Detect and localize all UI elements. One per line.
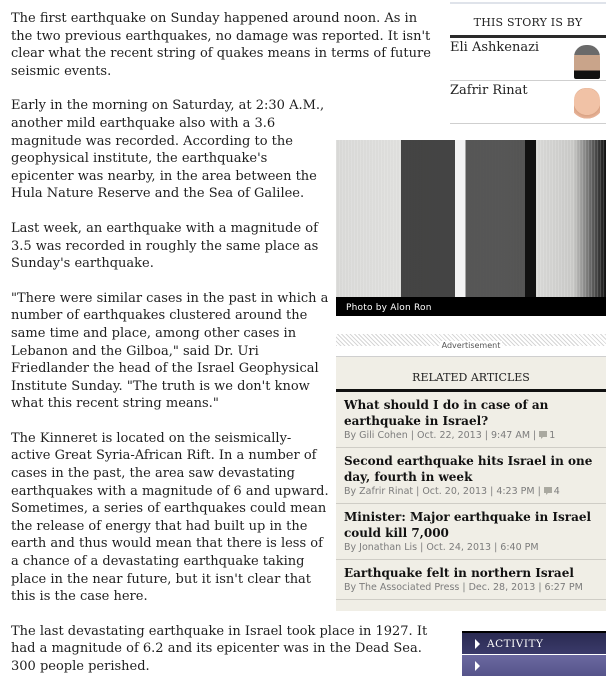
article-paragraph: The first earthquake on Sunday happened around noon. As in the two previous earthquakes, no damage was reported. It isn't clear what the recent string of quakes means in terms of future seismic events. — [11, 11, 431, 79]
comment-icon[interactable] — [544, 487, 552, 493]
article-paragraph: Last week, an earthquake with a magnitude of 3.5 was recorded in roughly the same place as Sunday's earthquake. — [11, 220, 319, 272]
related-date: Oct. 22, 2013 — [417, 430, 482, 441]
related-meta: By The Associated Press | Dec. 28, 2013 | 6:27 PM — [344, 582, 583, 593]
story-by-box — [450, 0, 606, 124]
related-meta: By Gili Cohen | Oct. 22, 2013 | 9:47 AM | 1 — [344, 430, 556, 441]
advertisement-label — [336, 334, 606, 350]
related-title-link[interactable]: Second earthquake hits Israel in one day, fourth in week — [344, 454, 593, 484]
related-title-link[interactable]: What should I do in case of an earthquake in Israel? — [344, 398, 549, 428]
related-time: 6:27 PM — [544, 582, 583, 593]
activity-tab-secondary[interactable] — [462, 654, 606, 676]
related-item[interactable] — [336, 560, 606, 600]
seismograph-image — [336, 140, 606, 297]
article-paragraph: The last devastating earthquake in Israel took place in 1927. It had a magnitude of 6.2 and its epicenter was in the Dead Sea. 300 people perished. — [11, 623, 428, 674]
related-title-link[interactable]: Minister: Major earthquake in Israel could kill 7,000 — [344, 510, 592, 540]
related-meta: By Zafrir Rinat | Oct. 20, 2013 | 4:23 PM | 4 — [344, 486, 560, 497]
activity-tab[interactable] — [462, 631, 606, 654]
author-avatar[interactable] — [574, 45, 600, 79]
related-date: Dec. 28, 2013 — [468, 582, 536, 593]
triangle-right-icon — [475, 639, 480, 649]
advertisement-text: Advertisement — [441, 341, 501, 350]
photo-caption: Photo by Alon Ron — [346, 303, 432, 313]
related-date: Oct. 24, 2013 — [426, 542, 492, 553]
activity-label: ACTIVITY — [487, 637, 544, 650]
related-articles — [336, 356, 606, 611]
article-paragraph: Early in the morning on Saturday, at 2:30 A.M., another mild earthquake also with a 3.6 magnitude was recorded. According to the geophysical institute, the earthquake's epicenter was nearby, in the area between the Hula Nature Reserve and the Sea of Galilee. — [11, 98, 325, 202]
author-name[interactable]: Eli Ashkenazi — [450, 40, 540, 55]
related-title-link[interactable]: Earthquake felt in northern Israel — [344, 566, 574, 580]
author-name[interactable]: Zafrir Rinat — [450, 83, 528, 98]
author-zafrir-rinat[interactable] — [450, 81, 606, 124]
comment-count[interactable]: 4 — [553, 486, 560, 497]
author-eli-ashkenazi[interactable] — [450, 38, 606, 81]
related-time: 9:47 AM — [490, 430, 531, 441]
author-avatar[interactable] — [574, 88, 600, 122]
related-date: Oct. 20, 2013 — [422, 486, 488, 497]
related-heading: RELATED ARTICLES — [336, 357, 606, 392]
story-by-heading: THIS STORY IS BY — [450, 16, 606, 38]
triangle-right-icon — [475, 661, 480, 671]
article-paragraph: The Kinneret is located on the seismically-active Great Syria-African Rift. In a number of cases in the past, the area saw devastating earthquakes with a magnitude of 6 and upward. Sometimes, a series of earthquakes could mean the release of energy that had built up in the earth and thus would mean that there is less of a chance of a devastating earthquake taking place in the near future, but it isn't clear that this is the case here. — [11, 430, 329, 605]
article-paragraph: "There were similar cases in the past in which a number of earthquakes clustered around the same time and place, among other cases in Lebanon and the Gilboa," said Dr. Uri Friedlander the head of the Israel Geophysical Institute Sunday. "The truth is we don't know what this recent string means." — [11, 290, 329, 412]
comment-count[interactable]: 1 — [549, 430, 556, 441]
related-author[interactable]: By Gili Cohen — [344, 430, 408, 441]
related-author[interactable]: By Zafrir Rinat — [344, 486, 414, 497]
activity-panel — [462, 631, 606, 676]
related-time: 6:40 PM — [500, 542, 539, 553]
article-photo[interactable] — [336, 140, 606, 316]
related-meta: By Jonathan Lis | Oct. 24, 2013 | 6:40 PM — [344, 542, 539, 553]
divider — [450, 2, 606, 4]
related-item[interactable] — [336, 504, 606, 560]
related-time: 4:23 PM — [496, 486, 535, 497]
related-author[interactable]: By The Associated Press — [344, 582, 460, 593]
related-author[interactable]: By Jonathan Lis — [344, 542, 418, 553]
related-item[interactable] — [336, 448, 606, 504]
comment-icon[interactable] — [539, 431, 547, 437]
related-item[interactable] — [336, 392, 606, 448]
